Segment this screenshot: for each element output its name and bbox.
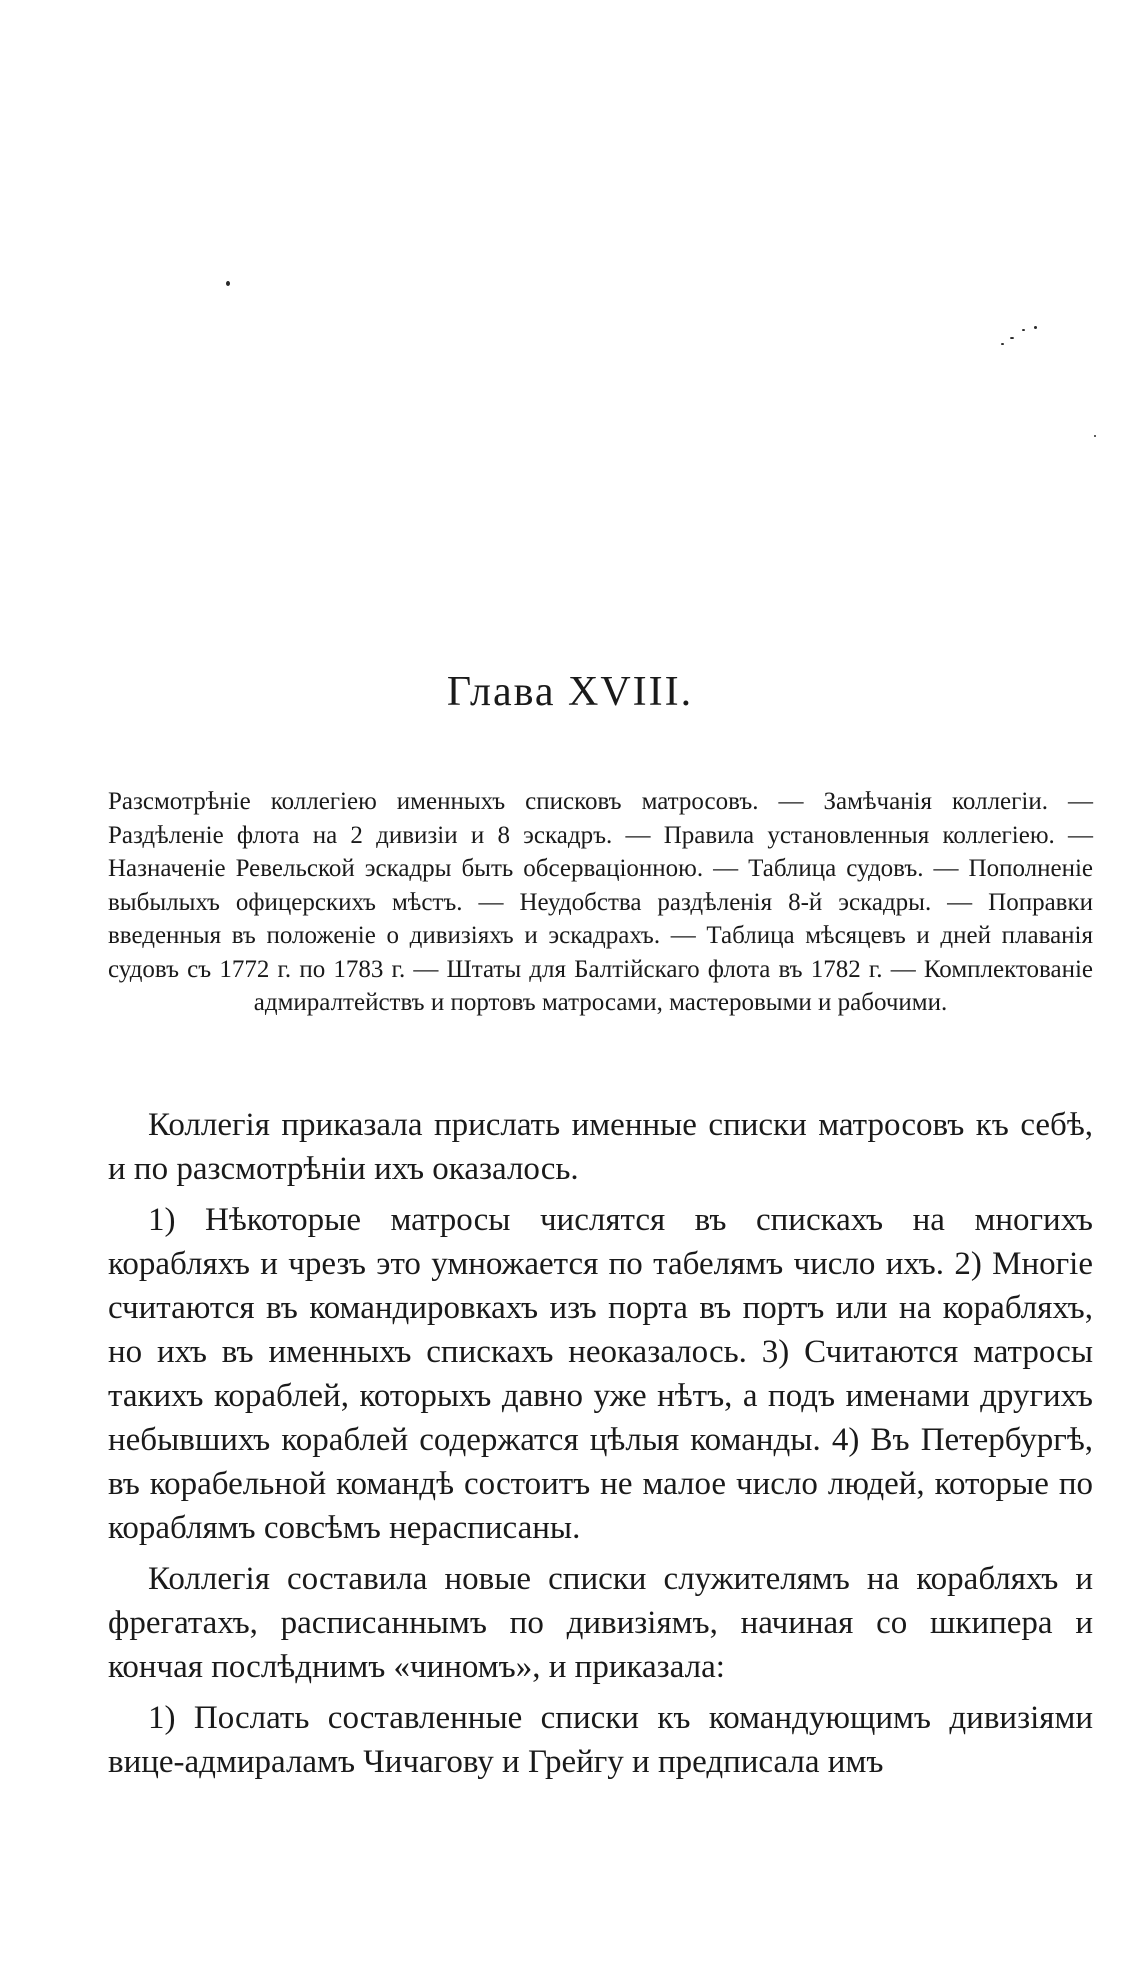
print-speck bbox=[1094, 435, 1096, 437]
print-speck bbox=[226, 281, 230, 286]
print-speck bbox=[1034, 326, 1037, 329]
paragraph: 1) Послать составленные списки къ командующимъ дивизіями вице-адмираламъ Чичагову и Грейгу и предписала имъ bbox=[108, 1700, 1093, 1780]
paragraph: Коллегія составила новые списки служителямъ на корабляхъ и фрегатахъ, расписаннымъ по дивизіямъ, начиная со шкипера и кончая послѣднимъ «чиномъ», и приказала: bbox=[108, 1561, 1093, 1685]
chapter-summary: Разсмотрѣніе коллегіею именныхъ списковъ матросовъ. — Замѣчанія коллегіи. — Раздѣленіе флота на 2 дивизіи и 8 эскадръ. — Правила установленныя коллегіею. — Назначеніе Ревельской эскадры быть обсерваціонною. — Таблица судовъ. — Пополненіе выбылыхъ офицерскихъ мѣстъ. — Неудобства раздѣленія 8-й эскадры. — Поправки введенныя въ положеніе о дивизіяхъ и эскадрахъ. — Таблица мѣсяцевъ и дней плаванія судовъ съ 1772 г. по 1783 г. — Штаты для Балтійскаго флота въ 1782 г. — Комплектованіе адмиралтействъ и портовъ матросами, мастеровыми и рабочими. bbox=[108, 788, 1093, 1016]
print-speck bbox=[1022, 329, 1025, 331]
paragraph: Коллегія приказала прислать именные списки матросовъ къ себѣ, и по разсмотрѣніи ихъ оказалось. bbox=[108, 1107, 1093, 1187]
print-speck bbox=[1001, 343, 1004, 345]
print-speck bbox=[1010, 337, 1014, 339]
paragraph: 1) Нѣкоторые матросы числятся въ спискахъ на многихъ корабляхъ и чрезъ это умножается по табелямъ число ихъ. 2) Многіе считаются въ командировкахъ изъ порта въ портъ или на корабляхъ, но ихъ въ именныхъ спискахъ неоказалось. 3) Считаются матросы такихъ кораблей, которыхъ давно уже нѣтъ, а подъ именами другихъ небывшихъ кораблей содержатся цѣлыя команды. 4) Въ Петербургѣ, въ корабельной командѣ состоитъ не малое число людей, которые по кораблямъ совсѣмъ нерасписаны. bbox=[108, 1202, 1093, 1546]
chapter-title: Глава XVIII. bbox=[446, 669, 694, 715]
body-text bbox=[108, 1103, 1093, 1789]
